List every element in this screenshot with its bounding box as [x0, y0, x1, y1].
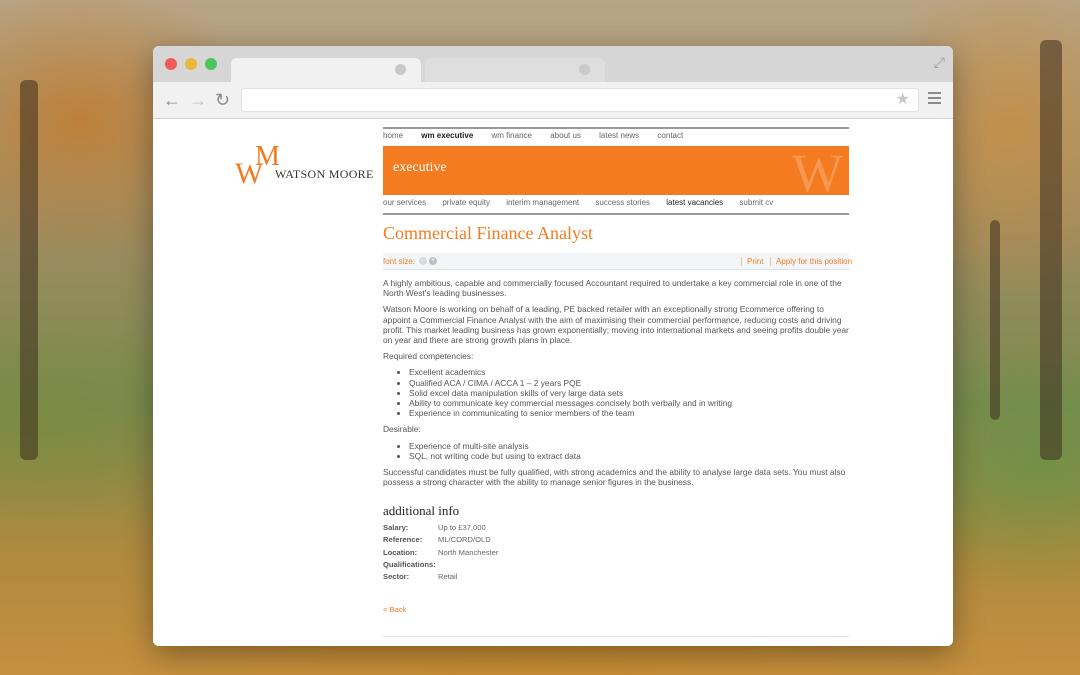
job-description: [383, 278, 849, 493]
info-row: [383, 548, 683, 560]
browser-toolbar: [153, 82, 953, 119]
subnav-interim-management[interactable]: interim management: [506, 198, 580, 207]
nav-wm-finance[interactable]: wm finance: [491, 131, 532, 140]
subnav-submit-cv[interactable]: submit cv: [739, 198, 774, 207]
sub-nav: [383, 198, 787, 207]
watson-moore-logo[interactable]: [235, 143, 375, 191]
close-window-icon[interactable]: [165, 58, 177, 70]
maximize-window-icon[interactable]: [205, 58, 217, 70]
nav-home[interactable]: home: [383, 131, 404, 140]
info-row: [383, 535, 683, 547]
back-arrow-icon[interactable]: ←: [163, 90, 181, 110]
list-item: • Solid excel data manipulation skills of very large data sets: [409, 388, 849, 398]
required-list: [383, 367, 849, 418]
list-item: • Experience of multi-site analysis: [409, 441, 849, 451]
list-item: • SQL, not writing code but using to extract data: [409, 451, 849, 461]
desirable-heading: Desirable:: [383, 424, 421, 435]
reload-icon[interactable]: ↻: [215, 90, 231, 110]
subnav-our-services[interactable]: our services: [383, 198, 427, 207]
info-value: ML/CORD/OLD: [438, 535, 491, 545]
banner-watermark-logo: W: [792, 146, 843, 195]
nav-wm-executive[interactable]: wm executive: [421, 131, 474, 140]
article-tools-bar: [383, 253, 853, 270]
subnav-latest-vacancies[interactable]: latest vacancies: [666, 198, 724, 207]
required-heading: Required competencies:: [383, 351, 474, 362]
divider: [383, 213, 849, 215]
print-link[interactable]: Print: [741, 257, 763, 266]
info-key: Salary:: [383, 523, 409, 532]
list-item: • Qualified ACA / CIMA / ACCA 1 – 2 years PQE: [409, 378, 849, 388]
tab-favicon-icon: [395, 64, 406, 75]
background-tree-trunk: [20, 80, 38, 460]
font-size-decrease-icon[interactable]: –: [419, 257, 427, 265]
divider: [383, 127, 849, 129]
info-row: [383, 523, 683, 535]
font-size-increase-icon[interactable]: +: [430, 257, 436, 264]
address-bar[interactable]: [241, 88, 919, 112]
logo-mark-w: W: [235, 157, 264, 190]
info-row: [383, 572, 683, 584]
additional-info-heading: additional info: [383, 503, 460, 518]
list-item: • Experience in communicating to senior members of the team: [409, 408, 849, 418]
info-value: Up to £37,000: [438, 523, 486, 532]
info-key: Qualifications:: [383, 559, 436, 569]
info-value: Retail: [438, 572, 458, 582]
info-row: [383, 560, 683, 572]
background-tree-trunk: [990, 220, 1000, 420]
closing-paragraph: Successful candidates must be fully qualified, with strong academics and the ability to analyse large data sets. You must also possess a strong character with the ability to manage senior figures in the business.: [383, 467, 846, 488]
desirable-list: [383, 441, 849, 461]
info-key: Sector:: [383, 572, 410, 582]
browser-tab[interactable]: [425, 58, 605, 82]
subnav-private-equity[interactable]: private equity: [442, 198, 490, 207]
browser-tab-strip: [153, 46, 953, 82]
nav-latest-news[interactable]: latest news: [599, 131, 640, 140]
page-title: Commercial Finance Analyst: [383, 223, 593, 243]
web-page: [153, 119, 953, 646]
background-tree-trunk: [1040, 40, 1062, 460]
forward-arrow-icon[interactable]: →: [189, 90, 207, 110]
info-key: Location:: [383, 547, 418, 557]
minimize-window-icon[interactable]: [185, 58, 197, 70]
nav-about-us[interactable]: about us: [550, 131, 581, 140]
logo-mark-m: M: [255, 141, 280, 172]
divider: [383, 636, 849, 637]
intro-paragraph: A highly ambitious, capable and commercially focused Accountant required to undertake a key commercial role in one of the North West's leading businesses.: [383, 278, 842, 299]
browser-tab-active[interactable]: [231, 58, 421, 82]
main-nav: [383, 131, 699, 147]
additional-info-table: [383, 523, 683, 584]
list-item: • Ability to communicate key commercial messages concisely both verbally and in writing: [409, 398, 849, 408]
bookmark-star-icon[interactable]: ★: [895, 91, 910, 108]
banner-title: executive: [393, 160, 447, 175]
info-key: Reference:: [383, 535, 423, 545]
subnav-success-stories[interactable]: success stories: [595, 198, 651, 207]
section-banner: [383, 146, 849, 195]
tab-favicon-icon: [579, 64, 590, 75]
back-link[interactable]: < Back: [383, 605, 407, 614]
list-item: • Excellent academics: [409, 367, 849, 377]
font-size-label: font size:: [383, 257, 416, 266]
description-paragraph: Watson Moore is working on behalf of a leading, PE backed retailer with an exceptionally strong Ecommerce offering to appoint a Commercial Finance Analyst with the aim of maximising their commercial performance, reducing costs and driving profit. This market leading business has grown exponentially; moving into international markets and seeing profits double year on year and there are strong growth plans in place.: [383, 304, 849, 346]
nav-contact[interactable]: contact: [657, 131, 684, 140]
info-value: North Manchester: [438, 547, 499, 557]
apply-link[interactable]: Apply for this position: [770, 257, 852, 266]
fullscreen-icon[interactable]: ⤢: [933, 54, 945, 70]
browser-window: [153, 46, 953, 646]
logo-name: WATSON MOORE: [275, 167, 374, 181]
browser-menu-icon[interactable]: [928, 92, 941, 107]
